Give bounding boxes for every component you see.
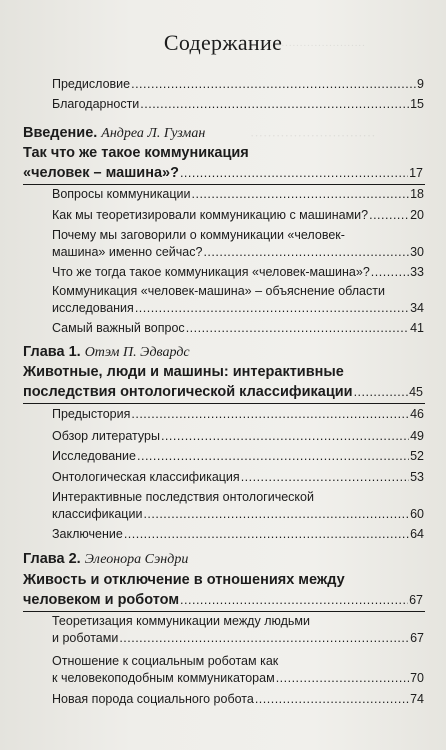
- divider: [23, 403, 425, 404]
- divider: [23, 611, 425, 612]
- toc-entry[interactable]: Как мы теоретизировали коммуникацию с машинами? ..... 20: [52, 207, 424, 224]
- toc-entry[interactable]: Обзор литературы ..... 49: [52, 428, 424, 445]
- chapter-label: Глава: [23, 344, 65, 360]
- chapter-author: Отэм П. Эдвардс: [84, 345, 190, 360]
- intro-label: Введение.: [23, 125, 98, 141]
- page-title: Содержание: [163, 30, 283, 55]
- divider: [23, 184, 425, 185]
- toc-entry[interactable]: Теоретизация коммуникации между людьми и роботами ..... 67: [52, 613, 424, 647]
- chapter-1-title[interactable]: Животные, люди и машины: интерактивные последствия онтологической классификации ..... 45: [23, 362, 423, 402]
- intro-author: Андреа Л. Гузман: [101, 126, 206, 141]
- chapter-number: 1.: [68, 344, 81, 360]
- show-through-text: ··························: [270, 40, 366, 52]
- toc-entry[interactable]: Отношение к социальным роботам как к человекоподобным коммуникаторам ..... 70: [52, 653, 424, 687]
- toc-entry[interactable]: Заключение ..... 64: [52, 526, 424, 543]
- toc-entry[interactable]: Интерактивные последствия онтологической классификации ..... 60: [52, 489, 424, 523]
- intro-heading: [23, 125, 205, 142]
- toc-entry-acknowledgements[interactable]: Благодарности ..... 15: [52, 96, 424, 113]
- toc-entry[interactable]: Новая порода социального робота ..... 74: [52, 691, 424, 708]
- toc-entry[interactable]: Вопросы коммуникации ..... 18: [52, 186, 424, 203]
- chapter-2-heading: [23, 551, 188, 568]
- chapter-author: Элеонора Сэндри: [84, 552, 189, 567]
- toc-entry[interactable]: Что же тогда такое коммуникация «человек-машина»? ..... 33: [52, 264, 424, 281]
- chapter-1-heading: [23, 344, 190, 361]
- toc-entry[interactable]: Исследование ..... 52: [52, 448, 424, 465]
- chapter-2-title[interactable]: Живость и отключение в отношениях между человеком и роботом ..... 67: [23, 570, 423, 610]
- toc-entry-preface[interactable]: Предисловие ..... 9: [52, 76, 424, 93]
- chapter-label: Глава: [23, 551, 65, 567]
- toc-entry[interactable]: Предыстория ..... 46: [52, 406, 424, 423]
- toc-entry[interactable]: Самый важный вопрос ..... 41: [52, 320, 424, 337]
- toc-entry[interactable]: Почему мы заговорили о коммуникации «человек- машина» именно сейчас? ..... 30: [52, 227, 424, 261]
- toc-entry[interactable]: Онтологическая классификация ..... 53: [52, 469, 424, 486]
- show-through-text: ·····························: [250, 128, 376, 143]
- toc-entry[interactable]: Коммуникация «человек-машина» – объяснение области исследования ..... 34: [52, 283, 424, 317]
- chapter-number: 2.: [68, 551, 81, 567]
- intro-title[interactable]: Так что же такое коммуникация «человек – машина»? ..... 17: [23, 143, 423, 183]
